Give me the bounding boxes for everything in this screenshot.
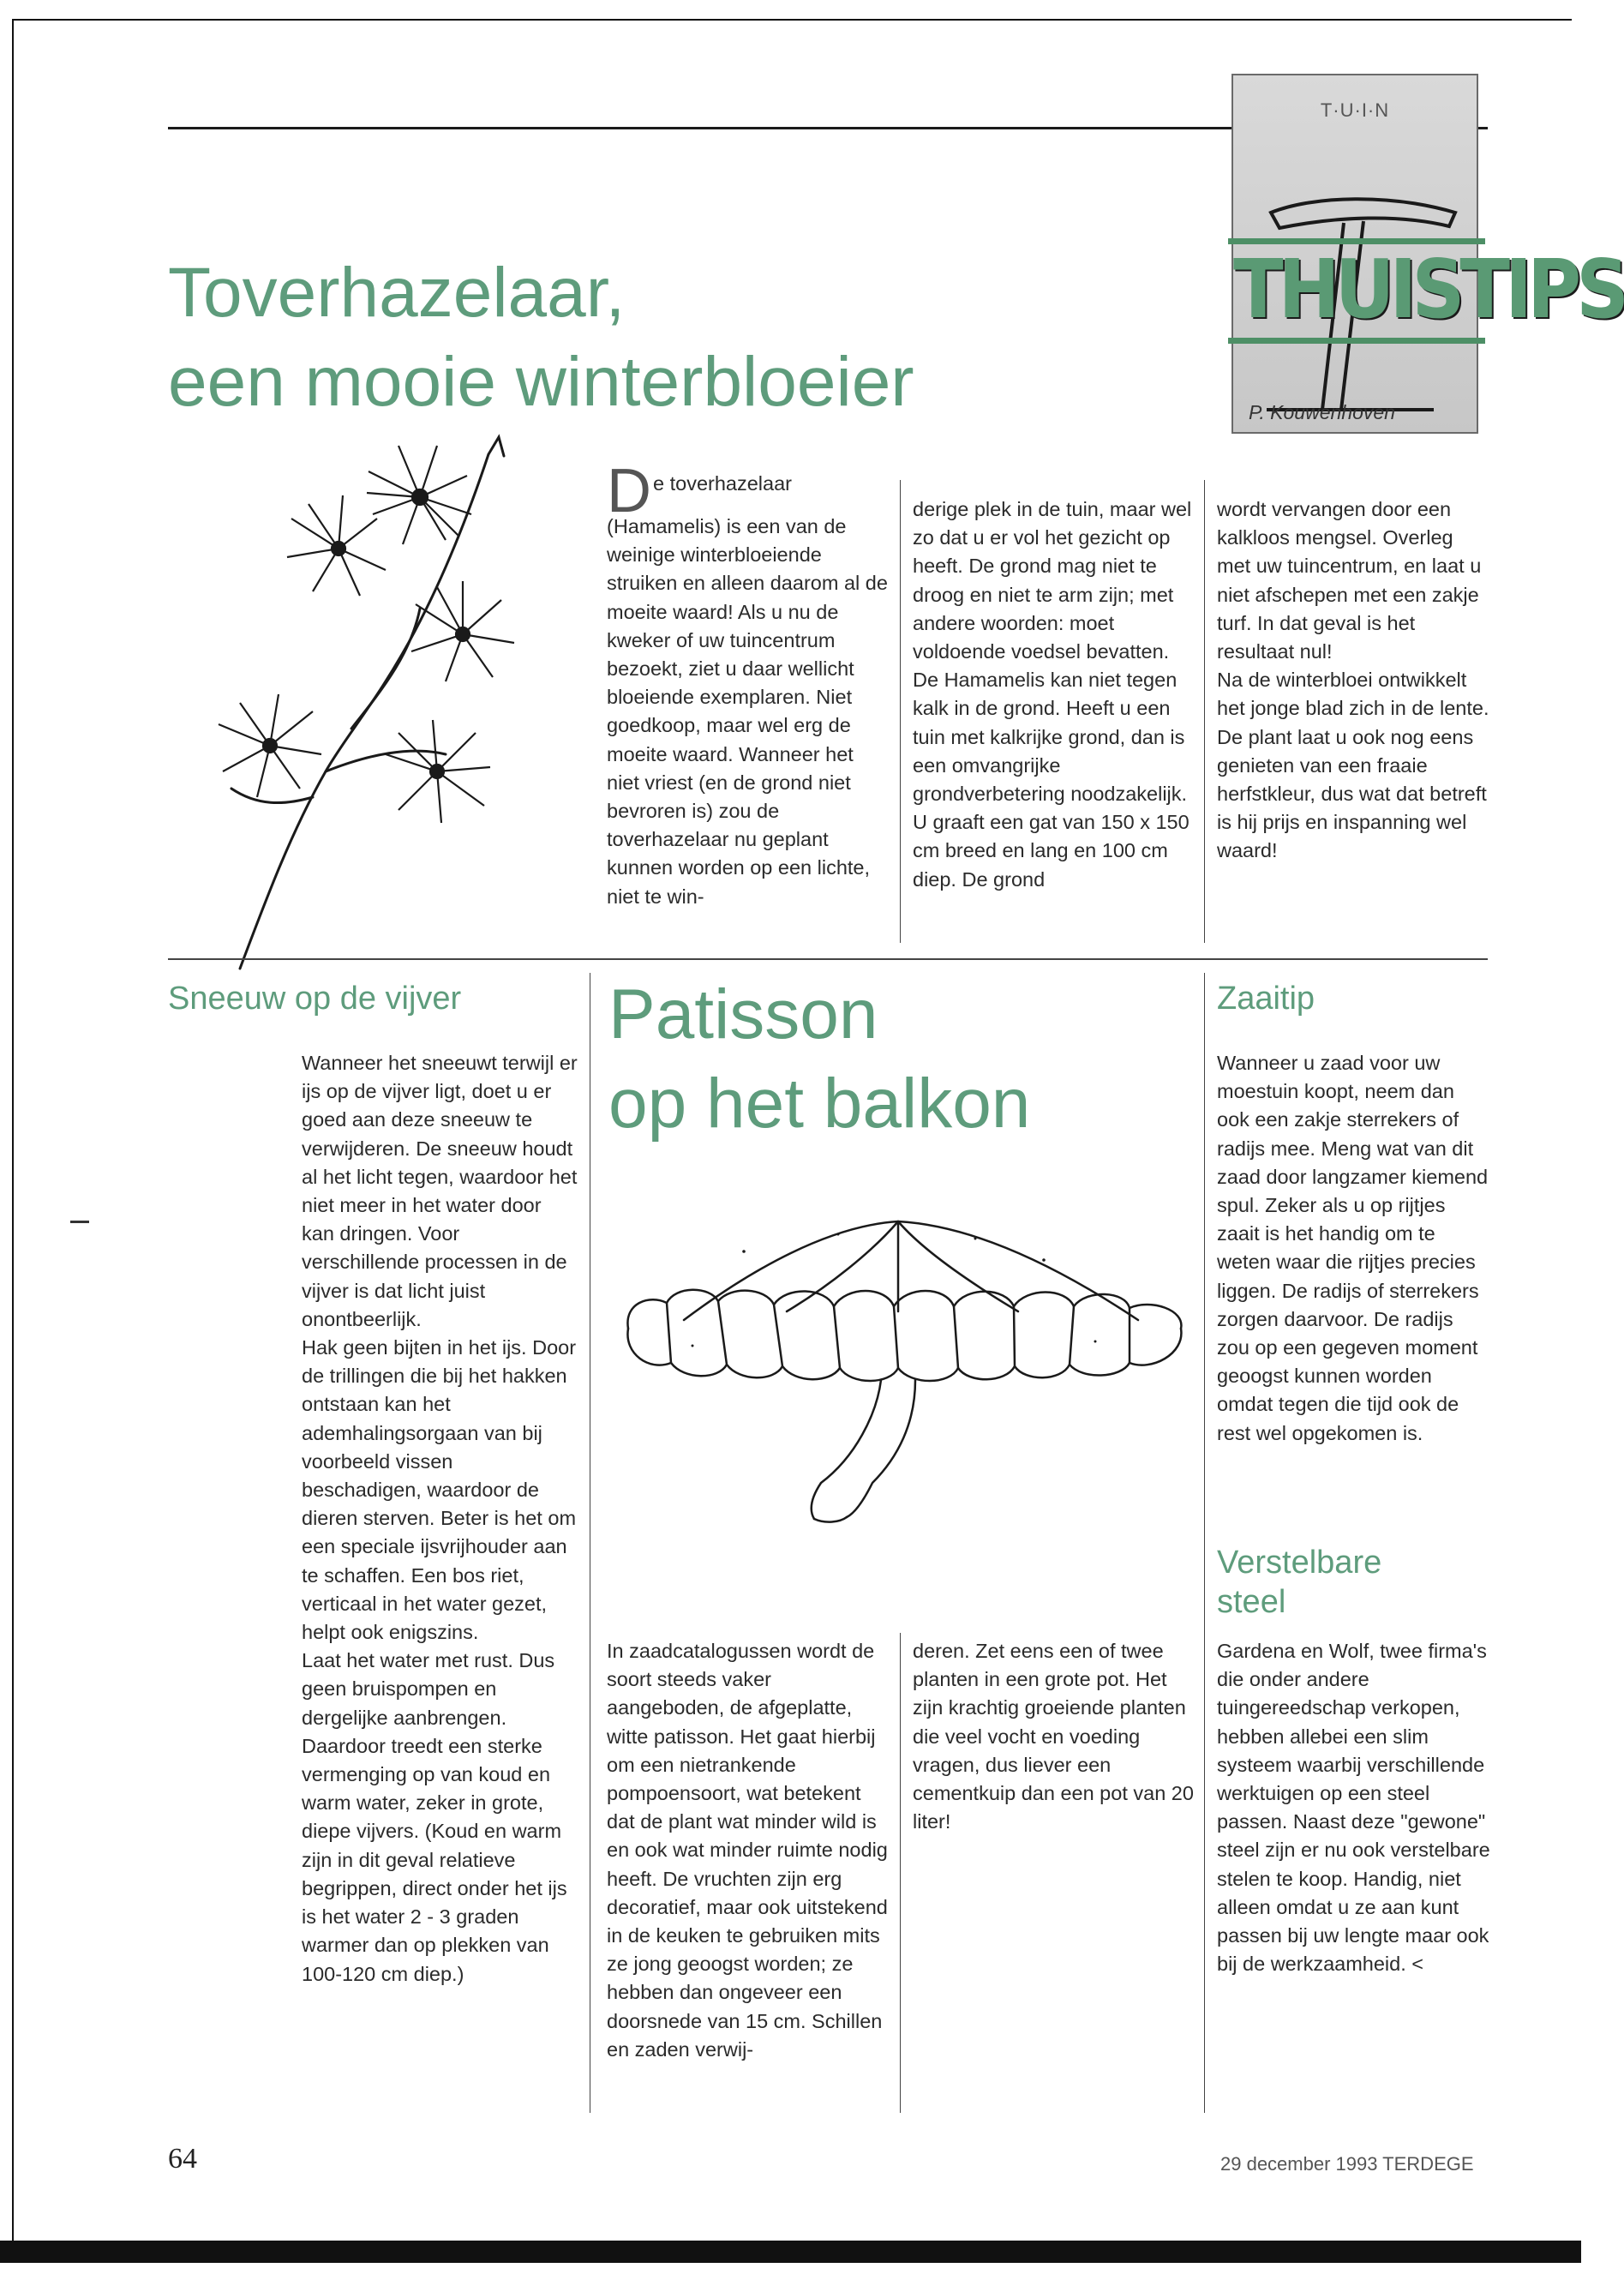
- patisson-col1-text: In zaadcatalogussen wordt de soort steeds vaker aangeboden, de afgeplatte, witte patisson. Het gaat hierbij om een nietrankende pompoensoort, wat betekent dat de plant wat minder wild is en ook wat minder ruimte nodig heeft. De vruchten zijn erg decoratief, maar ook uitstekend in de keuken te gebruiken mits ze jong geoogst worden; ze hebben dan ongeveer een doorsnede van 15 cm. Schillen en zaden verwij-: [607, 1640, 888, 2061]
- steel-column: [1217, 1637, 1491, 1978]
- steel-title: Verstelbare steel: [1217, 1545, 1382, 1620]
- zaaitip-column: [1217, 1049, 1491, 1448]
- thuistips-badge: [1231, 74, 1624, 434]
- page-number: 64: [168, 2143, 197, 2175]
- sneeuw-column: [302, 1049, 578, 1989]
- dateline: 29 december 1993 TERDEGE: [1220, 2153, 1474, 2175]
- toverhazelaar-column-3: [1217, 495, 1491, 866]
- sneeuw-paragraph-2: Hak geen bijten in het ijs. Door de trillingen die bij het hakken ontstaan kan het ademhalingsorgaan van bij voorbeeld vissen beschadigen, waardoor de dieren sterven. Beter is het om een speciale ijsvrijhouder aan te schaffen. Een bos riet, verticaal in het water gezet, helpt ook enigszins.: [302, 1336, 577, 1644]
- patisson-title: [608, 970, 1030, 1149]
- sneeuw-paragraph-1: Wanneer het sneeuwt terwijl er ijs op de vijver ligt, doet u er goed aan deze sneeuw te verwijderen. De sneeuw houdt al het licht tegen, waardoor het niet meer in het water door kan dringen. Voor verschillende processen in de vijver is dat licht juist onontbeerlijk.: [302, 1052, 578, 1330]
- section-rule: [168, 958, 1488, 960]
- column-divider: [900, 480, 901, 943]
- column-divider: [1204, 480, 1205, 943]
- badge-stripe-bottom: [1228, 338, 1485, 344]
- patisson-column-2: [913, 1637, 1196, 1836]
- patisson-column-1: [607, 1637, 890, 2064]
- patisson-title-line2: op het balkon: [608, 1065, 1031, 1143]
- badge-title: THUISTIPS: [1233, 243, 1624, 337]
- patisson-title-line1: Patisson: [608, 975, 878, 1053]
- badge-author: P. Kouwenhoven: [1249, 401, 1395, 423]
- patisson-squash-illustration: [615, 1200, 1198, 1543]
- toverhazelaar-col2-text: derige plek in de tuin, maar wel zo dat u er vol het gezicht op heeft. De grond mag niet te droog en niet te arm zijn; met andere woorden: moet voldoende voedsel bevatten. De Hamamelis kan niet tegen kalk in de grond. Heeft u een tuin met kalkrijke grond, dan is een omvangrijke grondverbetering noodzakelijk. U graaft een gat van 150 x 150 cm breed en lang en 100 cm diep. De grond: [913, 498, 1192, 891]
- column-divider: [900, 1633, 901, 2113]
- hamamelis-branch-illustration: [163, 403, 574, 986]
- zaaitip-title: Zaaitip: [1217, 981, 1315, 1017]
- article-title: [168, 249, 1196, 427]
- toverhazelaar-col3-text-b: Na de winterbloei ontwikkelt het jonge blad zich in de lente. De plant laat u ook nog eens genieten van een fraaie herfstkleur, dus wat dat betreft is hij prijs en inspanning wel waard!: [1217, 669, 1489, 862]
- column-divider: [1204, 973, 1205, 2113]
- dropcap: D: [607, 457, 651, 525]
- sneeuw-title: Sneeuw op de vijver: [168, 981, 462, 1017]
- patisson-col2-text: deren. Zet eens een of twee planten in een grote pot. Het zijn krachtig groeiende planten die veel vocht en voeding vragen, dus liever een cementkuip dan een pot van 20 liter!: [913, 1640, 1194, 1833]
- toverhazelaar-column-2: [913, 495, 1196, 894]
- steel-text: Gardena en Wolf, twee firma's die onder andere tuingereedschap verkopen, hebben allebei een slim systeem waarbij verschillende werktuigen op een steel passen. Naast deze "gewone" steel zijn er nu ook verstelbare stelen te koop. Handig, niet alleen omdat u ze aan kunt passen bij uw lengte maar ook bij de werkzaamheid. <: [1217, 1640, 1490, 1976]
- badge-top-label: T·U·I·N: [1320, 99, 1390, 121]
- article-title-line1: Toverhazelaar,: [168, 254, 626, 332]
- toverhazelaar-col3-text-a: wordt vervangen door een kalkloos mengsel. Overleg met uw tuincentrum, en laat u niet afschepen met een zakje turf. In dat geval is het resultaat nul!: [1217, 498, 1482, 663]
- toverhazelaar-column-1: [607, 457, 890, 911]
- bottom-bar: [0, 2241, 1581, 2263]
- toverhazelaar-col1-text: e toverhazelaar (Hamamelis) is een van de weinige winterbloeiende struiken en alleen daarom al de moeite waard! Als u nu de kweker of uw tuincentrum bezoekt, ziet u daar wellicht bloeiende exemplaren. Niet goedkoop, maar wel erg de moeite waard. Wanneer het niet vriest (en de grond niet bevroren is) zou de toverhazelaar nu geplant kunnen worden op een lichte, niet te win-: [607, 472, 888, 908]
- article-title-line2: een mooie winterbloeier: [168, 343, 914, 421]
- margin-mark: [70, 1221, 89, 1223]
- zaaitip-text: Wanneer u zaad voor uw moestuin koopt, neem dan ook een zakje sterrekers of radijs mee. Meng wat van dit zaad door langzamer kiemend spul. Zeker als u op rijtjes zaait is het handig om te weten waar die rijtjes precies liggen. De radijs of sterrekers zorgen daarvoor. De radijs zou op een gegeven moment geoogst kunnen worden omdat tegen die tijd ook de rest wel opgekomen is.: [1217, 1052, 1489, 1444]
- sneeuw-paragraph-3: Laat het water met rust. Dus geen bruispompen en dergelijke aanbrengen. Daardoor treedt een sterke vermenging op van koud en warm water, zeker in grote, diepe vijvers. (Koud en warm zijn in dit geval relatieve begrippen, direct onder het ijs is het water 2 - 3 graden warmer dan op plekken van 100-120 cm diep.): [302, 1649, 567, 1985]
